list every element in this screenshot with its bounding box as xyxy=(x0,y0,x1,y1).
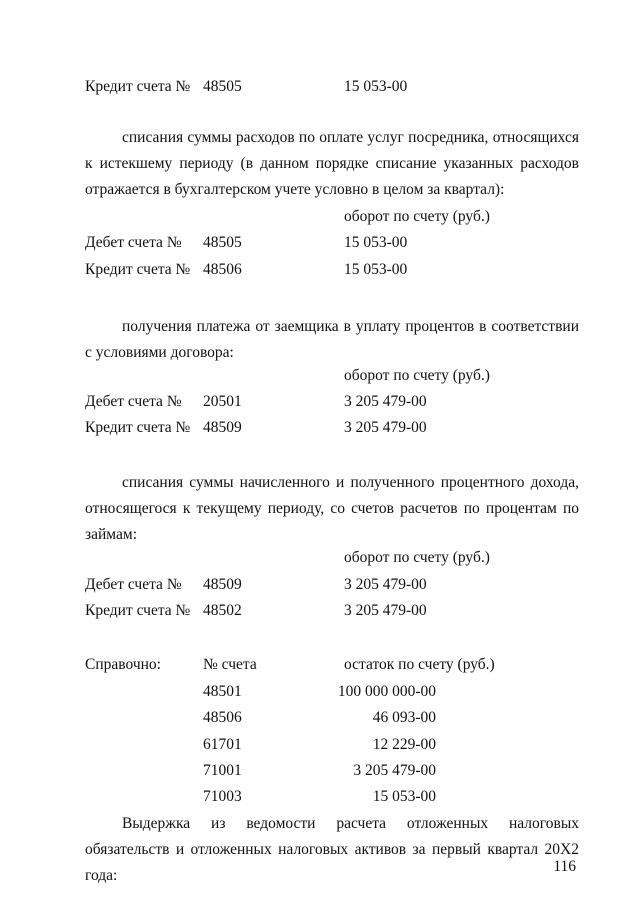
reference-row-amount: 12 229-00 xyxy=(372,736,436,753)
entry-label: Кредит счета № xyxy=(85,78,191,95)
reference-row-amount: 3 205 479-00 xyxy=(353,762,436,779)
reference-row-account: 71003 xyxy=(203,788,242,805)
credit-label: Кредит счета № xyxy=(85,261,191,278)
credit-account: 48509 xyxy=(203,419,242,436)
debit-label: Дебет счета № xyxy=(85,576,182,593)
credit-account: 48506 xyxy=(203,261,242,278)
debit-label: Дебет счета № xyxy=(85,393,182,410)
reference-row-account: 71001 xyxy=(203,762,242,779)
closing-paragraph: Выдержка из ведомости расчета отложенных налоговых обязательств и отложенных налоговых активов за первый квартал 20Х2 года: xyxy=(85,815,579,884)
credit-amount: 3 205 479-00 xyxy=(344,602,427,619)
section-3-paragraph: списания суммы начисленного и полученного процентного дохода, относящегося к текущему периоду, со счетов расчетов по процентам по займам: xyxy=(85,474,579,543)
credit-label: Кредит счета № xyxy=(85,602,191,619)
reference-row-amount: 100 000 000-00 xyxy=(337,683,436,700)
debit-account: 20501 xyxy=(203,393,242,410)
credit-amount: 3 205 479-00 xyxy=(344,419,427,436)
turnover-header: оборот по счету (руб.) xyxy=(344,208,490,225)
credit-account: 48502 xyxy=(203,602,242,619)
turnover-header: оборот по счету (руб.) xyxy=(344,367,490,384)
debit-account: 48509 xyxy=(203,576,242,593)
entry-amount: 15 053-00 xyxy=(344,78,408,95)
debit-amount: 3 205 479-00 xyxy=(344,576,427,593)
debit-amount: 3 205 479-00 xyxy=(344,393,427,410)
reference-label: Справочно: xyxy=(85,656,161,673)
credit-amount: 15 053-00 xyxy=(344,261,408,278)
reference-row-account: 48506 xyxy=(203,709,242,726)
section-1-paragraph: списания суммы расходов по оплате услуг посредника, относящихся к истекшему периоду (в данном порядке списание указанных расходов отражается в бухгалтерском учете условно в целом за квартал): xyxy=(85,129,579,198)
credit-label: Кредит счета № xyxy=(85,419,191,436)
reference-row-account: 61701 xyxy=(203,736,242,753)
section-2-paragraph: получения платежа от заемщика в уплату процентов в соответствии с условиями договора: xyxy=(85,318,579,361)
turnover-header: оборот по счету (руб.) xyxy=(344,549,490,566)
debit-label: Дебет счета № xyxy=(85,234,182,251)
debit-amount: 15 053-00 xyxy=(344,234,408,251)
debit-account: 48505 xyxy=(203,234,242,251)
reference-row-account: 48501 xyxy=(203,683,242,700)
reference-balance-header: остаток по счету (руб.) xyxy=(344,656,495,673)
reference-row-amount: 46 093-00 xyxy=(372,709,436,726)
page-number: 116 xyxy=(553,858,576,875)
entry-account: 48505 xyxy=(203,78,242,95)
reference-account-header: № счета xyxy=(203,656,257,673)
reference-row-amount: 15 053-00 xyxy=(372,788,436,805)
